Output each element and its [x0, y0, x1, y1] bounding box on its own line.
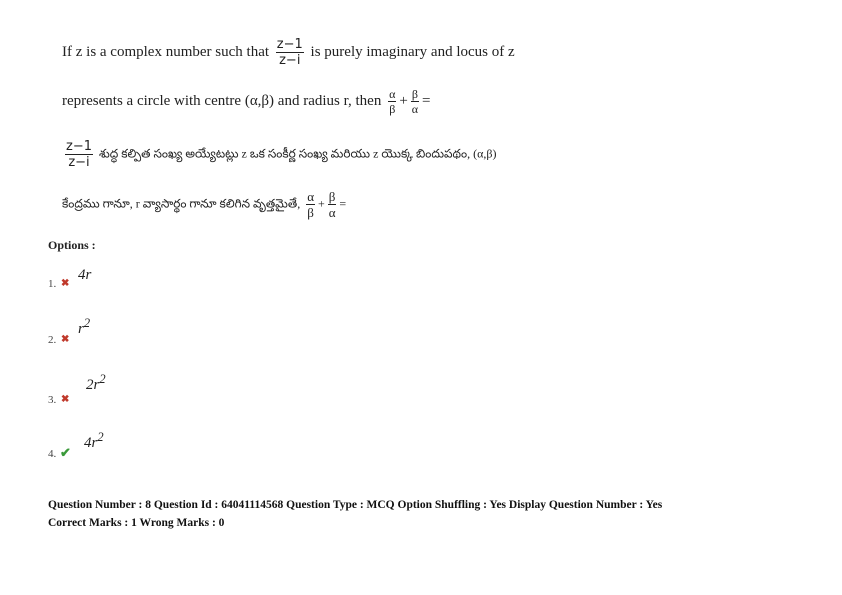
fraction	[306, 190, 315, 219]
fraction	[411, 88, 419, 115]
fraction-denominator: z−i	[279, 53, 301, 68]
alpha: α	[411, 102, 419, 116]
option-number: 1.	[48, 278, 57, 290]
question-telugu-line2	[62, 190, 346, 219]
fraction	[276, 38, 304, 67]
option-number: 2.	[48, 334, 57, 346]
wrong-icon: ✖	[61, 394, 70, 405]
equals: =	[339, 196, 347, 211]
question-metadata: Question Number : 8 Question Id : 64041114568 Question Type : MCQ Option Shuffling : Yes Display Question Number : Yes	[48, 499, 663, 511]
alpha: α	[389, 87, 396, 101]
option-number: 3.	[48, 394, 57, 406]
question-telugu-line1	[62, 140, 496, 169]
question-text-telugu: శుద్ధ కల్పిత సంఖ్య అయ్యేటట్లు z ఒక సంకీర్ణ సంఖ్య మరియు z యొక్క బిందుపథం, (α,β)	[99, 146, 497, 161]
fraction	[388, 88, 396, 115]
question-english-line2	[62, 88, 430, 115]
alpha: α	[328, 205, 336, 220]
beta: β	[411, 87, 418, 101]
fraction-numerator: z−1	[276, 37, 303, 52]
fraction-numerator: z−1	[66, 139, 92, 154]
option-exponent: 2	[97, 430, 104, 444]
option-base: 2r	[86, 377, 100, 393]
question-text: is purely imaginary and locus of z	[310, 43, 515, 60]
option-exponent: 2	[99, 372, 106, 386]
plus: +	[318, 196, 325, 211]
option-base: 4r	[78, 267, 92, 283]
beta: β	[328, 189, 336, 204]
question-text: represents a circle with centre (α,β) and radius r, then	[62, 92, 382, 109]
question-english-line1	[62, 38, 515, 67]
option-answer	[78, 262, 91, 284]
alpha: α	[307, 189, 315, 204]
option-base: r	[78, 321, 84, 337]
question-text-telugu: కేంద్రము గానూ, r వ్యాసార్థం గానూ కలిగిన వృత్తమైతే,	[62, 196, 301, 211]
fraction-denominator: z−i	[68, 155, 90, 170]
wrong-icon: ✖	[61, 278, 70, 289]
option-answer	[84, 430, 104, 452]
question-text: If z is a complex number such that	[62, 43, 270, 60]
fraction	[328, 190, 337, 219]
beta: β	[307, 205, 314, 220]
options-label: Options :	[48, 238, 96, 252]
option-number: 4.	[48, 448, 57, 460]
marks-metadata: Correct Marks : 1 Wrong Marks : 0	[48, 517, 225, 529]
option-answer	[86, 372, 106, 394]
wrong-icon: ✖	[61, 334, 70, 345]
option-answer	[78, 316, 90, 338]
plus: +	[399, 92, 408, 109]
option-exponent: 2	[83, 316, 91, 330]
check-icon: ✔	[60, 445, 71, 460]
fraction	[65, 140, 93, 169]
beta: β	[389, 102, 396, 116]
equals: =	[421, 92, 431, 109]
option-base: 4r	[84, 435, 98, 451]
